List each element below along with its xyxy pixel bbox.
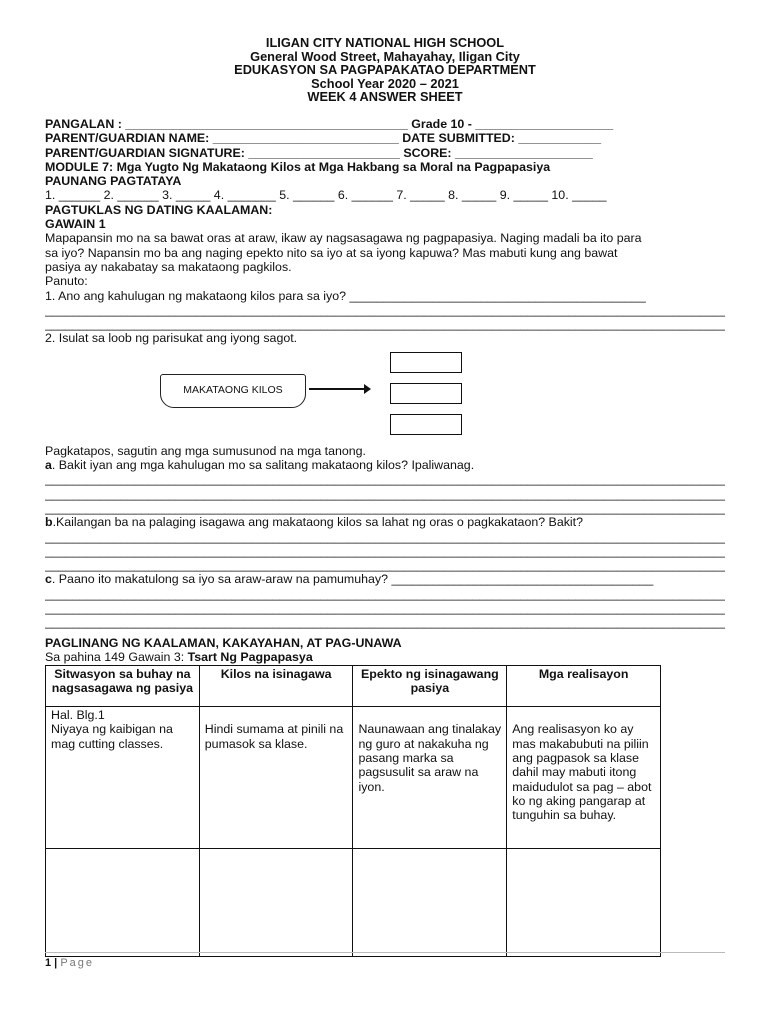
table-row-blank: [46, 849, 661, 957]
gawain-1-heading: GAWAIN 1: [45, 217, 106, 232]
paunang-pagtataya-heading: PAUNANG PAGTATAYA: [45, 174, 182, 189]
page-footer: [45, 952, 725, 969]
example-epekto: Naunawaan ang tinalakay ng guro at nakakuha ng pasang marka sa pagsusulit sa araw na iyon.: [358, 722, 502, 794]
page-word: Page: [60, 957, 95, 969]
answer-line[interactable]: [45, 501, 725, 515]
tsart-title: Tsart Ng Pagpapasya: [187, 649, 313, 664]
blank-cell[interactable]: [507, 849, 661, 957]
question-c[interactable]: [45, 572, 725, 586]
question-2: 2. Isulat sa loob ng parisukat ang iyong sagot.: [45, 331, 298, 346]
question-a-letter: a: [45, 458, 52, 473]
page-number: 1: [45, 957, 52, 969]
example-kilos: Hindi sumama at pinili na pumasok sa klase.: [204, 722, 344, 751]
guardian-name-date-field[interactable]: PARENT/GUARDIAN NAME: ___________________________ DATE SUBMITTED: ____________: [45, 131, 602, 146]
column-header: Mga realisayon: [507, 666, 661, 707]
paunang-answer-blanks[interactable]: 1. ______ 2. ______ 3. _____ 4. _______ 5. ______ 6. ______ 7. _____ 8. _____ 9. _____ 10. _____: [45, 188, 607, 203]
column-header: Kilos na isinagawa: [199, 666, 353, 707]
intro-line-1: Mapapansin mo na sa bawat oras at araw, ikaw ay nagsasagawa ng pagpapasiya. Naging madali ba ito para: [45, 231, 642, 246]
question-b-text: .Kailangan ba na palaging isagawa ang makataong kilos sa lahat ng oras o pagkakataon? Bakit?: [52, 515, 583, 530]
answer-line[interactable]: [45, 587, 725, 601]
blank-cell[interactable]: [353, 849, 507, 957]
answer-box-2[interactable]: [390, 383, 462, 404]
school-year: School Year 2020 – 2021: [311, 75, 459, 91]
panuto-label: Panuto:: [45, 274, 88, 289]
makataong-kilos-banner: MAKATAONG KILOS: [160, 374, 306, 408]
question-b-letter: b: [45, 515, 53, 530]
answer-line[interactable]: [45, 303, 725, 317]
answer-line[interactable]: [45, 487, 725, 501]
question-1[interactable]: 1. Ano ang kahulugan ng makataong kilos para sa iyo? ___________________________________________: [45, 288, 646, 303]
example-epekto-cell: [353, 707, 507, 849]
table-header-row: [46, 666, 661, 707]
answer-line[interactable]: [45, 615, 725, 629]
question-c-letter: c: [45, 572, 52, 587]
blank-cell[interactable]: [46, 849, 200, 957]
pagtuklas-heading: PAGTUKLAS NG DATING KAALAMAN:: [45, 202, 273, 217]
question-a-text: . Bakit iyan ang mga kahulugan mo sa salitang makataong kilos? Ipaliwanag.: [51, 458, 475, 473]
question-a: [45, 458, 725, 472]
table-row-example: [46, 707, 661, 849]
school-address: General Wood Street, Mahayahay, Iligan City: [250, 48, 520, 64]
example-realisasyon: Ang realisasyon ko ay mas makabubuti na piliin ang pagpasok sa klase dahil may mabuti itong maidudulot sa pag – abot ko ng aking pangarap at tunguhin sa buhay.: [512, 722, 652, 823]
intro-line-2: sa iyo? Napansin mo ba ang naging epekto nito sa iyo at sa iyong kapuwa? Mas mabuti kung ang bawat: [45, 245, 618, 260]
answer-box-1[interactable]: [390, 352, 462, 373]
answer-line[interactable]: [45, 530, 725, 544]
example-sitwasyon: Niyaya ng kaibigan na mag cutting classes.: [51, 722, 173, 751]
example-realisasyon-cell: [507, 707, 661, 849]
intro-line-3: pasiya ay nakabatay sa makataong pagkilos.: [45, 259, 292, 274]
right-arrow-icon: [309, 388, 369, 390]
column-header: Sitwasyon sa buhay na nagsasagawa ng pasiya: [46, 666, 200, 707]
example-label: Hal. Blg.1: [51, 708, 105, 723]
school-name: ILIGAN CITY NATIONAL HIGH SCHOOL: [265, 35, 505, 50]
answer-line[interactable]: [45, 601, 725, 615]
answer-line[interactable]: [45, 472, 725, 486]
module-title: MODULE 7: Mga Yugto Ng Makataong Kilos at Mga Hakbang sa Moral na Pagpapasiya: [45, 159, 551, 174]
tsart-ng-pagpapasya-table: [45, 665, 661, 957]
paglinang-intro-text: Sa pahina 149 Gawain 3:: [45, 649, 188, 664]
answer-box-3[interactable]: [390, 414, 462, 435]
document-header: [45, 36, 725, 104]
paglinang-intro: [45, 650, 725, 664]
answer-line[interactable]: [45, 558, 725, 572]
answer-line[interactable]: [45, 544, 725, 558]
question-b: [45, 515, 725, 529]
answer-sheet-page: [45, 36, 725, 957]
example-kilos-cell: [199, 707, 353, 849]
column-header: Epekto ng isinagawang pasiya: [353, 666, 507, 707]
name-grade-field[interactable]: PANGALAN : _________________________________________ Grade 10 - ____________________: [45, 116, 614, 131]
page-separator: |: [51, 957, 61, 969]
answer-line[interactable]: [45, 317, 725, 331]
blank-cell[interactable]: [199, 849, 353, 957]
sheet-title: WEEK 4 ANSWER SHEET: [307, 89, 463, 105]
paglinang-heading: PAGLINANG NG KAALAMAN, KAKAYAHAN, AT PAG-UNAWA: [45, 635, 402, 650]
question-c-text: . Paano ito makatulong sa iyo sa araw-araw na pamumuhay? ______________________________________: [51, 572, 654, 587]
makataong-kilos-diagram: [45, 346, 725, 444]
pagkatapos-instruction: Pagkatapos, sagutin ang mga sumusunod na mga tanong.: [45, 443, 367, 458]
example-sitwasyon-cell: [46, 707, 200, 849]
guardian-signature-score-field[interactable]: PARENT/GUARDIAN SIGNATURE: ______________________ SCORE: ____________________: [45, 145, 593, 160]
department-name: EDUKASYON SA PAGPAPAKATAO DEPARTMENT: [234, 62, 536, 78]
